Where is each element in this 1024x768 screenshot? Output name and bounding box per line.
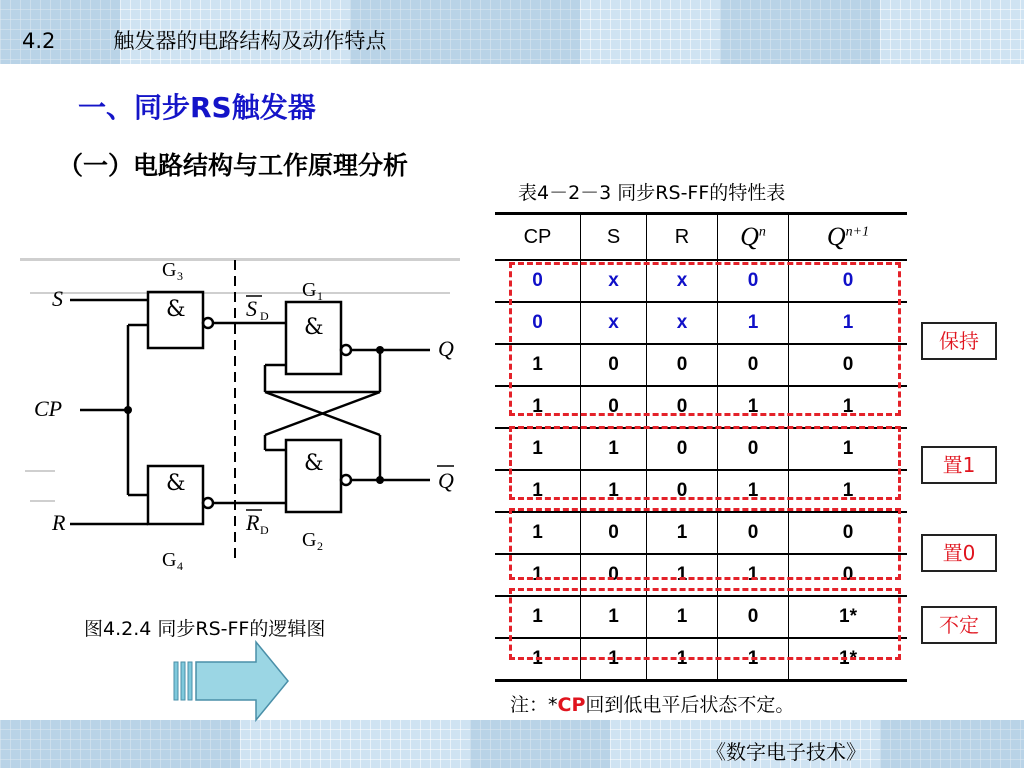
table-cell: 1 — [647, 596, 718, 638]
rd-label: R — [246, 510, 260, 535]
table-cell: 1 — [495, 554, 581, 596]
table-cell: 1 — [647, 512, 718, 554]
label-set0: 置0 — [921, 534, 997, 572]
table-cell: 0 — [495, 302, 581, 344]
col-header-r: R — [647, 214, 718, 261]
slide-heading-text: 触发器的电路结构及动作特点 — [113, 29, 387, 53]
col-header-cp: CP — [495, 214, 581, 261]
book-title: 《数字电子技术》 — [706, 740, 866, 764]
col-header-qn1: $Q^{n+1}$ — [789, 214, 908, 261]
table-cell: x — [647, 260, 718, 302]
sd-subscript: D — [260, 309, 269, 323]
table-cell: 0 — [718, 260, 789, 302]
group-box-hold — [509, 262, 901, 416]
r-input-label: R — [52, 510, 66, 535]
slide-heading — [22, 26, 522, 56]
table-cell: 0 — [581, 554, 647, 596]
g4-symbol: & — [166, 471, 186, 496]
table-note — [510, 690, 794, 717]
table-cell: 0 — [789, 344, 908, 386]
table-cell: 1* — [789, 638, 908, 681]
g1-label: G — [302, 279, 317, 301]
g2-label: G — [302, 529, 317, 551]
table-cell: 1 — [581, 638, 647, 681]
table-cell: 0 — [718, 512, 789, 554]
note-cp: CP — [557, 694, 586, 716]
table-cell: 0 — [789, 554, 908, 596]
g2-symbol: & — [304, 451, 324, 476]
note-prefix: 注：* — [510, 694, 558, 716]
table-cell: 0 — [718, 428, 789, 470]
cp-input-label: CP — [34, 396, 63, 421]
table-cell: 1 — [495, 428, 581, 470]
table-cell: 0 — [581, 386, 647, 428]
table-cell: 0 — [581, 344, 647, 386]
table-cell: 1 — [581, 428, 647, 470]
col-header-s: S — [581, 214, 647, 261]
g4-subscript: 4 — [177, 559, 183, 573]
q-output-label: Q — [438, 336, 454, 361]
col-header-qn: $Q^n$ — [718, 214, 789, 261]
table-cell: 1 — [718, 554, 789, 596]
table-cell: 1 — [495, 638, 581, 681]
table-caption: 表4－2－3 同步RS-FF的特性表 — [518, 182, 786, 204]
table-cell: 0 — [647, 470, 718, 512]
group-box-set1 — [509, 426, 901, 500]
table-cell: 1 — [495, 512, 581, 554]
table-cell: 1 — [718, 386, 789, 428]
table-cell: 1 — [647, 638, 718, 681]
g3-symbol: & — [166, 297, 186, 322]
rd-subscript: D — [260, 523, 269, 537]
s-input-label: S — [52, 286, 63, 311]
right-arrow-icon[interactable] — [172, 640, 292, 722]
table-cell: 0 — [789, 512, 908, 554]
table-cell: 1 — [495, 344, 581, 386]
table-cell: 1 — [789, 470, 908, 512]
figure-caption: 图4.2.4 同步RS-FF的逻辑图 — [84, 618, 326, 640]
table-cell: 1 — [647, 554, 718, 596]
g4-label: G — [162, 549, 177, 571]
table-cell: 0 — [647, 386, 718, 428]
g1-subscript: 1 — [317, 289, 323, 303]
g2-subscript: 2 — [317, 539, 323, 553]
table-cell: 1 — [789, 386, 908, 428]
table-header-row — [495, 214, 907, 261]
table-cell: 0 — [718, 596, 789, 638]
table-cell: x — [647, 302, 718, 344]
table-cell: x — [581, 260, 647, 302]
table-cell: x — [581, 302, 647, 344]
note-suffix: 回到低电平后状态不定。 — [585, 694, 795, 716]
qbar-output-label: Q — [438, 468, 454, 493]
table-cell: 1* — [789, 596, 908, 638]
sd-label: S — [246, 296, 257, 321]
table-cell: 1 — [718, 302, 789, 344]
g1-symbol: & — [304, 315, 324, 340]
group-box-undefined — [509, 588, 901, 660]
table-cell: 0 — [789, 260, 908, 302]
g3-label: G — [162, 259, 177, 281]
group-box-set0 — [509, 508, 901, 580]
table-cell: 0 — [495, 260, 581, 302]
table-cell: 1 — [581, 470, 647, 512]
table-cell: 0 — [718, 344, 789, 386]
table-cell: 1 — [718, 470, 789, 512]
table-cell: 0 — [581, 512, 647, 554]
table-cell: 0 — [647, 428, 718, 470]
table-cell: 1 — [495, 596, 581, 638]
table-cell: 1 — [581, 596, 647, 638]
label-hold: 保持 — [921, 322, 997, 360]
table-cell: 1 — [789, 428, 908, 470]
section-title: 一、同步RS触发器 — [78, 91, 316, 124]
footer-band — [0, 720, 1024, 768]
subsection-title: （一）电路结构与工作原理分析 — [58, 151, 409, 180]
label-set1: 置1 — [921, 446, 997, 484]
label-undefined: 不定 — [921, 606, 997, 644]
table-cell: 0 — [647, 344, 718, 386]
table-cell: 1 — [718, 638, 789, 681]
table-cell: 1 — [789, 302, 908, 344]
g3-subscript: 3 — [177, 269, 183, 283]
table-cell: 1 — [495, 470, 581, 512]
section-number: 4.2 — [22, 29, 56, 53]
table-cell: 1 — [495, 386, 581, 428]
logic-circuit-diagram — [10, 240, 490, 580]
